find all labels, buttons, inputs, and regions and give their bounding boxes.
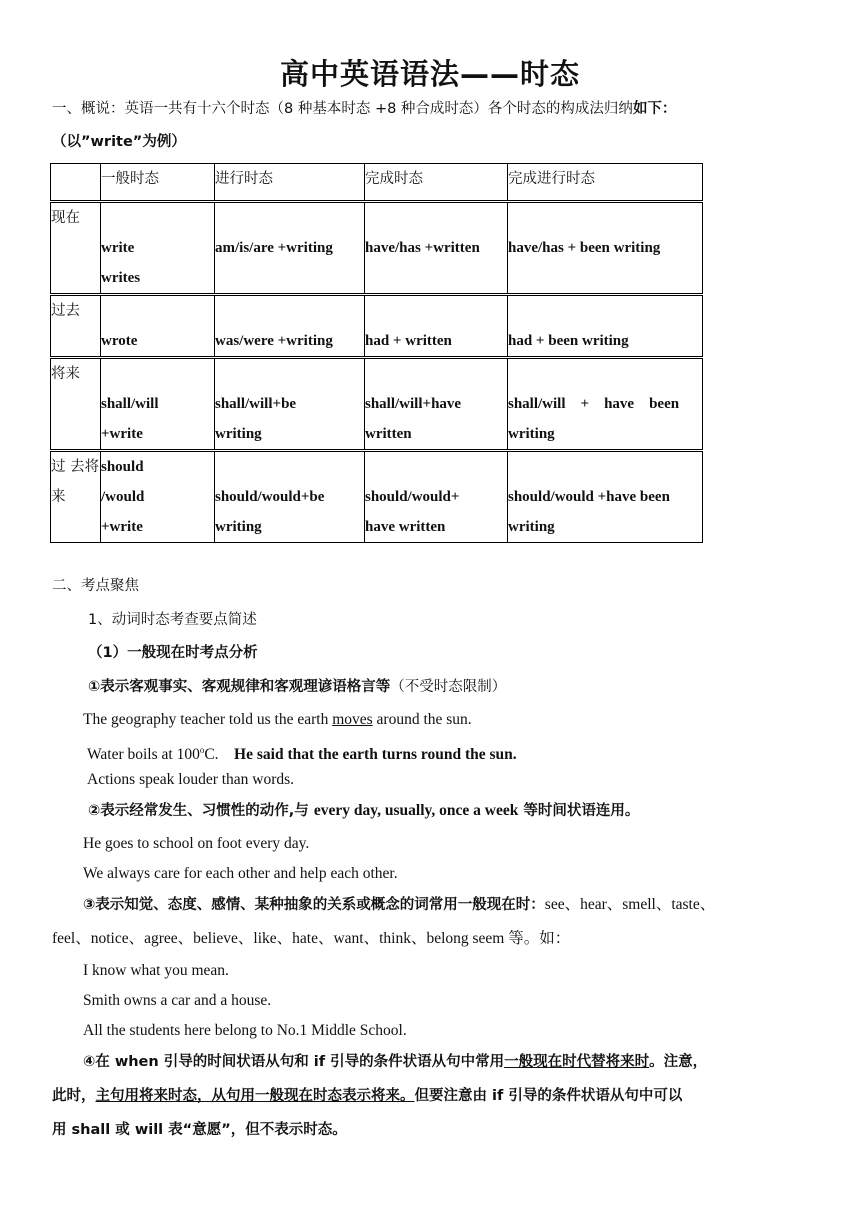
table-cell: should/would +have been writing [508,451,703,543]
section-heading: 二、考点聚焦 [52,578,139,594]
example-sentence: He goes to school on foot every day. [83,835,310,852]
point-3: ③表示知觉、态度、感情、某种抽象的关系或概念的词常用一般现在时：see、hear、smell、taste、 [83,896,716,913]
table-header-cell: 完成时态 [365,164,508,202]
table-cell: have/has + been writing [508,202,703,295]
table-header-cell: 完成进行时态 [508,164,703,202]
table-cell: should /would +write [101,451,215,543]
intro-line-2: （以”write”为例） [52,134,186,150]
example-sentence: Water boils at 100$^o$C. He said that the earth turns round the sun. [87,745,517,764]
table-cell: have/has +written [365,202,508,295]
table-cell: should/would+be writing [215,451,365,543]
intro-line-1 [52,99,676,119]
point-4: ④在 when 引导的时间状语从句和 if 引导的条件状语从句中常用一般现在时代替将来时。注意， [83,1054,708,1070]
table-row [51,295,703,358]
table-cell: wrote [101,295,215,358]
point-text: （不受时态限制） [390,679,507,695]
table-row [51,202,703,295]
row-label: 过去 [51,295,101,358]
point-4-line-3: 用 shall 或 will 表“意愿”，但不表示时态。 [52,1122,347,1138]
table-header-cell: 进行时态 [215,164,365,202]
point-4-line-2: 此时，主句用将来时态，从句用一般现在时态表示将来。但要注意由 if 引导的条件状语从句中可以 [52,1088,683,1104]
table-header-cell [51,164,101,202]
row-label: 将来 [51,358,101,451]
subsection-heading: 1、动词时态考查要点简述 [88,612,257,628]
point-1 [88,677,506,697]
point-3-continued: feel、notice、agree、believe、like、hate、want、think、belong seem 等。如： [52,930,571,947]
example-sentence: The geography teacher told us the earth moves around the sun. [83,711,472,728]
page-title: 高中英语语法——时态 [279,57,580,91]
intro-text: 一、概说：英语一共有十六个时态（8 种基本时态 +8 种合成时态）各个时态的构成法归纳 [52,101,633,117]
table-cell: write writes [101,202,215,295]
table-cell: should/would+ have written [365,451,508,543]
point-text-bold: ①表示客观事实、客观规律和客观理谚语格言等 [88,679,391,695]
example-sentence: All the students here belong to No.1 Middle School. [83,1022,407,1039]
table-cell: shall/will +write [101,358,215,451]
table-cell: shall/will+be writing [215,358,365,451]
table-cell: am/is/are +writing [215,202,365,295]
table-cell: had + written [365,295,508,358]
tense-table [50,163,703,543]
example-sentence: Actions speak louder than words. [87,771,295,788]
table-header-cell: 一般时态 [101,164,215,202]
table-cell: shall/will + have been writing [508,358,703,451]
table-cell: had + been writing [508,295,703,358]
row-label: 现在 [51,202,101,295]
example-sentence: I know what you mean. [83,962,229,979]
example-sentence: We always care for each other and help each other. [83,865,398,882]
table-header-row [51,164,703,202]
table-row [51,451,703,543]
row-label: 过 去将来 [51,451,101,543]
table-row [51,358,703,451]
example-sentence: Smith owns a car and a house. [83,992,272,1009]
table-cell: shall/will+have written [365,358,508,451]
subsection-heading: （1）一般现在时考点分析 [88,645,258,661]
point-2: ②表示经常发生、习惯性的动作,与 every day, usually, once a week 等时间状语连用。 [88,802,640,819]
intro-text-bold: 如下： [632,101,677,117]
table-cell: was/were +writing [215,295,365,358]
